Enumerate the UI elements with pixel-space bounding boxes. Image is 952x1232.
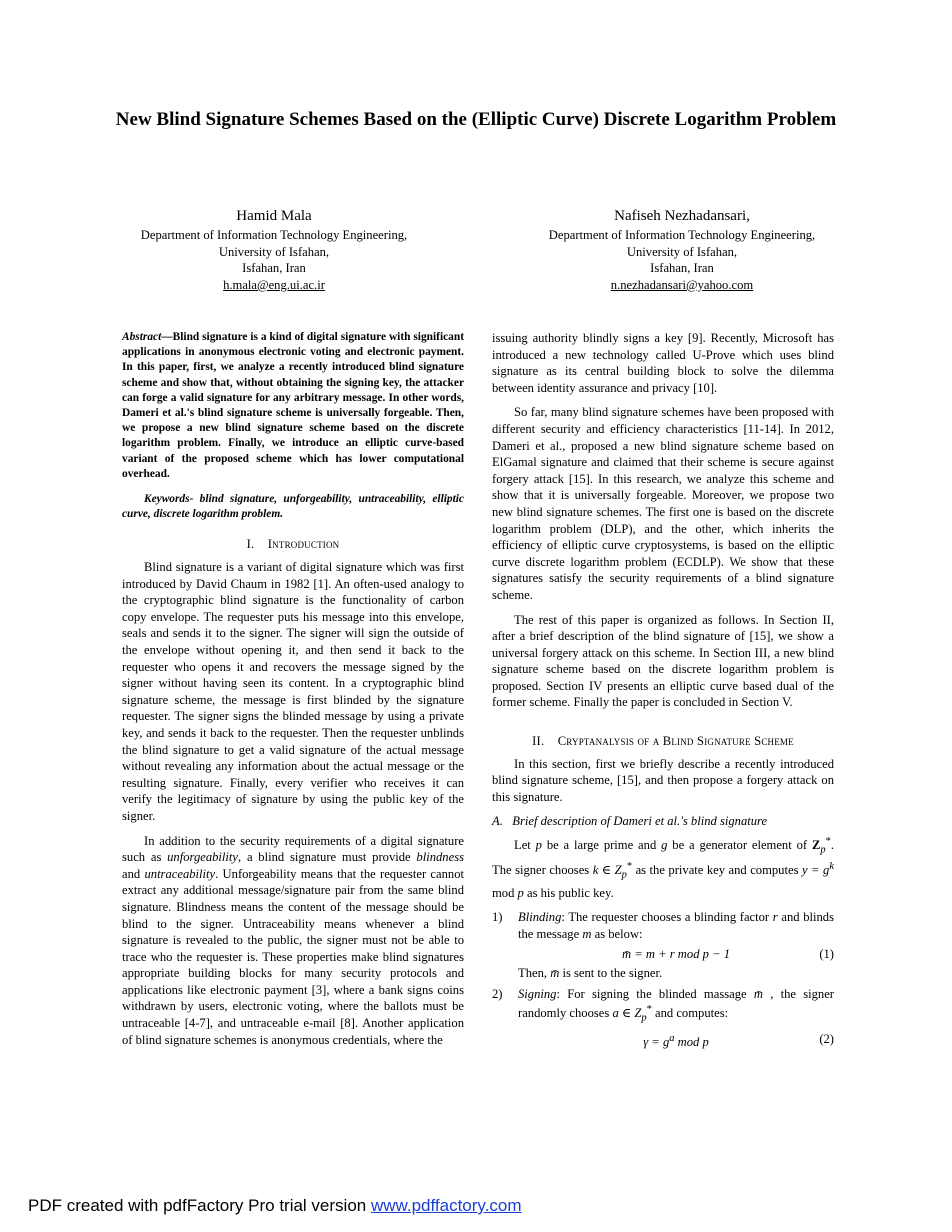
equation: $\gamma = g^a$ mod p (2) [643,1032,834,1050]
left-column [122,330,464,1056]
keywords: Keywords- blind signature, unforgeability, untraceability, elliptic curve, discrete logarithm problem. [122,493,464,521]
paper-title: New Blind Signature Schemes Based on the (Elliptic Curve) Discrete Logarithm Problem [115,109,837,130]
author-email-link[interactable]: n.nezhadansari@yahoo.com [610,277,754,292]
abstract-label: Abstract [122,331,162,343]
pdf-footer: PDF created with pdfFactory Pro trial version www.pdffactory.com [28,1196,522,1215]
author-location: Isfahan, Iran [650,261,714,276]
paragraph: Blind signature is a variant of digital signature which was first introduced by David Chaum in 1982 [1]. An often-used analogy to the cryptographic blind signature is the functionality of carbon copy envelope. The requester puts his message into this envelope, seals and sends it to the signer. The signer will sign the outside of the envelope without opening it, and then send it back to the requester who opens it and recovers the message signed by the signer without having seen its content. In a cryptographic blind signature scheme, the message is first blinded by the signature requester. The signer signs the blinded message by using a private key, and sends it back to the requester. Then the requester unblinds the blind signature to get a valid signature of the actual message without revealing any information about the actual message or the resulting signature. Finally, every verifier who receives it can verify the legitimacy of signature by using the public key of the signer. [122,560,464,823]
list-item: 2) Signing: For signing the blinded massage m̄ , the signer randomly chooses a ∈ $Z_p^*$ and computes: [492,986,834,1024]
list-item-continuation: Then, m̄ is sent to the signer. [518,966,663,980]
right-column [492,330,834,1053]
paragraph: So far, many blind signature schemes have been proposed with different security and efficiency characteristics [11-14]. In 2012, Dameri et al., proposed a new blind signature scheme based on ElGamal signature and claimed that their scheme is secure against forgery attack [15]. In this research, we analyze this scheme and show that it is universally forgeable. Moreover, we propose two new blind signature schemes. The first one is based on the discrete logarithm problem (DLP), and the other, which inherits the efficiency of elliptic curve cryptosystems, is based on the elliptic curve discrete logarithm problem (ECDLP). We show that these signatures satisfy the security requirements of a blind signature scheme. [492,405,834,602]
paragraph: The rest of this paper is organized as follows. In Section II, after a brief description of the blind signature of [15], we show a universal forgery attack on this scheme. In Section III, a new blind signature scheme based on the discrete logarithm problem is proposed. Section IV presents an elliptic curve based dual of the former scheme. Finally the paper is concluded in Section V. [492,612,834,710]
paragraph: In addition to the security requirements of a digital signature such as unforgeability, a blind signature must provide blindness and untraceability. Unforgeability means that the requester cannot extract any additional message/signature pair from the same blind signature. Blindness means the content of the message should be blind to the signer. Untraceability means whenever a blind signature is revealed to the public, the signer must not be able to trace who the requester is. These properties make blind signatures appropriate building blocks for many security protocols and applications like electronic payment [3], where a bank signs coins withdrawn by users, electronic voting, where the ballots must be untraceable [4-7], and untraceable e-mail [8]. Another application of blind signature schemes is anonymous credentials, where the [122,833,464,1047]
author-block-2 [512,206,852,293]
author-name: Hamid Mala [236,208,312,224]
paragraph: In this section, first we briefly describe a recently introduced blind signature scheme, [15], and then propose a forgery attack on this signature. [492,756,834,804]
equation: m̄ = m + r mod p − 1 (1) [621,947,834,962]
author-dept: Department of Information Technology Engineering, [548,228,816,242]
section-heading-intro: I. Introduction [246,537,340,552]
author-location: Isfahan, Iran [242,261,306,276]
author-dept: Department of Information Technology Engineering, [140,228,408,242]
paragraph: issuing authority blindly signs a key [9]. Recently, Microsoft has introduced a new technology called U-Prove which uses blind signature as its central building block to solve the dilemma between identity assurance and privacy [10]. [492,331,834,395]
abstract: Abstract—Blind signature is a kind of digital signature with significant applications in anonymous electronic voting and electronic payment. In this paper, first, we analyze a recently introduced blind signature scheme and show that, without obtaining the signing key, the attacker can forge a valid signature for any arbitrary message. In other words, Dameri et al.'s blind signature scheme is universally forgeable. Then, we propose a new blind signature scheme based on the discrete logarithm problem. Finally, we introduce an elliptic curve-based variant of the proposed scheme which has lower computational overhead. [122,331,464,480]
author-univ: University of Isfahan, [218,244,330,259]
abstract-text: Blind signature is a kind of digital signature with significant applications in anonymous electronic voting and electronic payment. In this paper, first, we analyze a recently introduced blind signature scheme and show that, without obtaining the signing key, the attacker can forge a valid signature for any arbitrary message. In other words, Dameri et al.'s blind signature scheme is universally forgeable. Then, we propose a new blind signature scheme based on the discrete logarithm problem. Finally, we introduce an elliptic curve-based variant of the proposed scheme which has lower computational overhead. [122,331,464,480]
author-block-1 [104,206,444,293]
paragraph: Let p be a large prime and g be a generator element of $Z_p^*$. The signer chooses k ∈ $Z_p^*$ as the private key and computes $y = g^k$ mod p as his public key. [492,836,835,900]
subsection-heading: A. Brief description of Dameri et al.'s blind signature [492,814,768,829]
section-heading-cryptanalysis: II. Cryptanalysis of a Blind Signature Scheme [532,734,794,749]
author-name: Nafiseh Nezhadansari, [614,208,750,224]
author-univ: University of Isfahan, [626,244,738,259]
list-item: 1) Blinding: The requester chooses a blinding factor r and blinds the message m as below: [492,910,834,941]
pdffactory-link[interactable]: www.pdffactory.com [370,1196,522,1215]
author-email-link[interactable]: h.mala@eng.ui.ac.ir [223,277,325,292]
